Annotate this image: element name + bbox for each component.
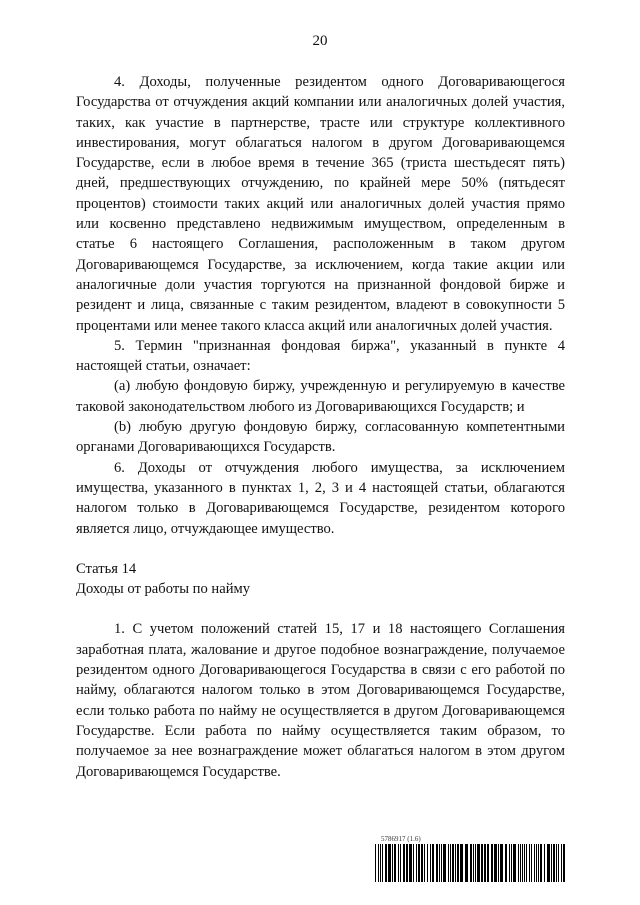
- paragraph-6: 6. Доходы от отчуждения любого имущества, за исключением имущества, указанного в пунктах 1, 2, 3 и 4 настоящей статьи, облагаются налогом только в Договаривающемся Государстве, резидентом которого является лицо, отчуждающее имущество.: [76, 459, 565, 537]
- article-heading: [76, 559, 565, 600]
- paragraph-4: 4. Доходы, полученные резидентом одного Договаривающегося Государства от отчуждения акций компании или аналогичных долей участия, таких, как участие в партнерстве, трасте или структуре коллективного инвестирования, могут облагаться налогом в другом Договаривающемся Государстве, если в любое время в течение 365 (триста шестьдесят пять) дней, предшествующих отчуждению, по крайней мере 50% (пятьдесят процентов) стоимости таких акций или аналогичных долей участия прямо или косвенно представлено недвижимым имуществом, определенным в статье 6 настоящего Соглашения, расположенным в таком другом Договаривающемся Государстве, за исключением, когда такие акции или аналогичные доли участия торгуются на признанной фондовой бирже и резидент и лица, связанные с таким резидентом, владеют в совокупности 5 процентами или менее такого класса акций или аналогичных долей участия.: [76, 74, 565, 334]
- subparagraph-b: (b) любую другую фондовую биржу, согласованную компетентными органами Договаривающихся Государств.: [76, 419, 565, 456]
- article-14-paragraph-1: 1. С учетом положений статей 15, 17 и 18 настоящего Соглашения заработная плата, жалование и другое подобное вознаграждение, получаемое резидентом одного Договаривающегося Государства в связи с его работой по найму, облагаются налогом только в этом Договаривающемся Государстве, если только работа по найму не осуществляется в другом Договаривающемся Государстве. Если работа по найму осуществляется таким образом, то получаемое за нее вознаграждение может облагаться налогом в этом другом Договаривающемся Государстве.: [76, 621, 565, 780]
- document-body: [76, 72, 565, 782]
- document-barcode: [375, 835, 565, 882]
- article-number: Статья 14: [76, 560, 137, 577]
- subparagraph-a: (a) любую фондовую биржу, учрежденную и регулируемую в качестве таковой законодательством любого из Договаривающихся Государств; и: [76, 378, 565, 415]
- barcode-image: [375, 844, 565, 882]
- barcode-code: 5786917 (1.6): [381, 835, 421, 843]
- paragraph-5: 5. Термин "признанная фондовая биржа", указанный в пункте 4 настоящей статьи, означает:: [76, 337, 565, 375]
- article-title: Доходы от работы по найму: [76, 581, 251, 598]
- page-number: 20: [312, 33, 328, 49]
